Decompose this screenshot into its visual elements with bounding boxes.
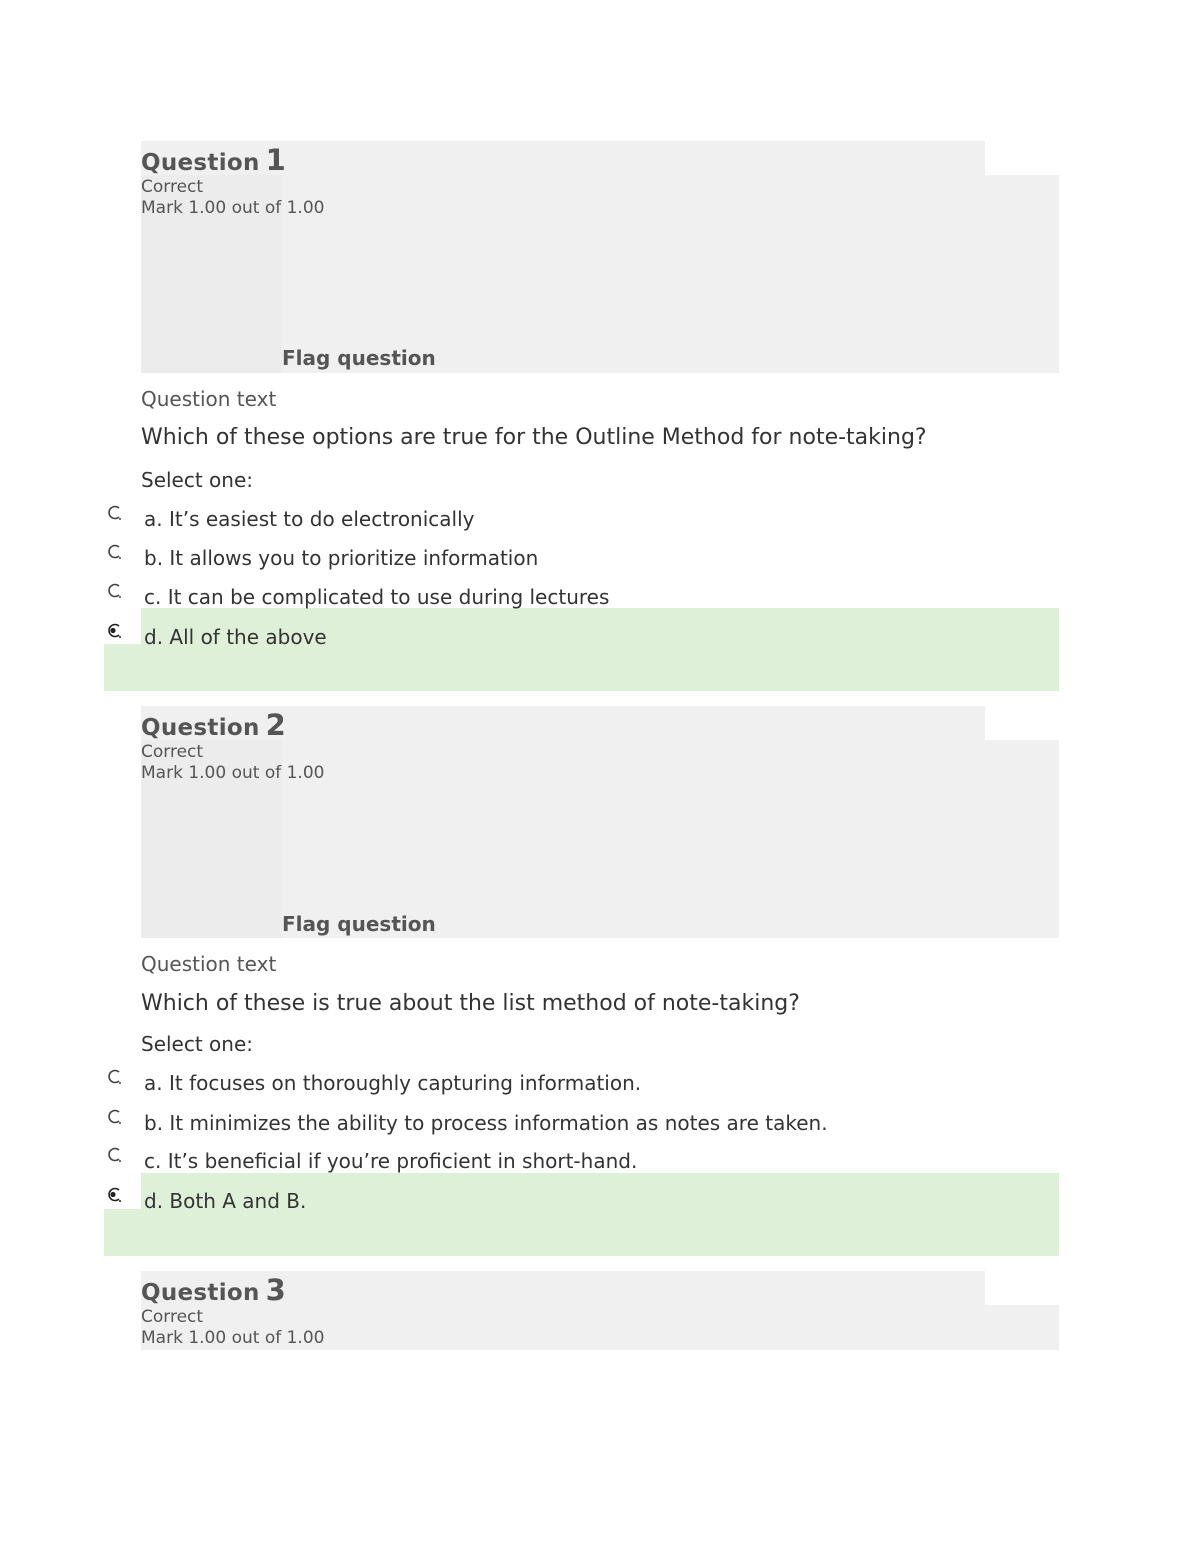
question-number-value: 3 bbox=[265, 1273, 287, 1307]
radio-checked-icon[interactable] bbox=[106, 622, 122, 640]
answer-option-a[interactable] bbox=[104, 1071, 1059, 1109]
question-number bbox=[141, 708, 286, 742]
question-grade: Mark 1.00 out of 1.00 bbox=[141, 763, 325, 783]
select-one-prompt: Select one: bbox=[141, 468, 254, 492]
question-state: Correct bbox=[141, 1307, 204, 1327]
answer-option-label: d. Both A and B. bbox=[144, 1189, 307, 1213]
question-label: Question bbox=[141, 150, 260, 176]
answer-option-label: d. All of the above bbox=[144, 625, 327, 649]
question-state: Correct bbox=[141, 742, 204, 762]
answer-option-label: b. It allows you to prioritize information bbox=[144, 546, 539, 570]
radio-unchecked-icon[interactable] bbox=[106, 1108, 122, 1126]
radio-unchecked-icon[interactable] bbox=[106, 582, 122, 600]
question-number-value: 2 bbox=[265, 708, 287, 742]
radio-unchecked-icon[interactable] bbox=[106, 1146, 122, 1164]
answer-option-d[interactable] bbox=[104, 625, 1059, 663]
question-text: Which of these is true about the list method of note-taking? bbox=[141, 991, 800, 1016]
question-text: Which of these options are true for the Outline Method for note-taking? bbox=[141, 425, 927, 450]
radio-unchecked-icon[interactable] bbox=[106, 504, 122, 522]
answer-option-b[interactable] bbox=[104, 1111, 1059, 1149]
flag-question-button[interactable]: Flag question bbox=[282, 912, 436, 936]
question-grade: Mark 1.00 out of 1.00 bbox=[141, 198, 325, 218]
answer-option-c[interactable] bbox=[104, 585, 1059, 623]
answer-option-d[interactable] bbox=[104, 1189, 1059, 1227]
answer-option-label: b. It minimizes the ability to process information as notes are taken. bbox=[144, 1111, 828, 1135]
radio-checked-icon[interactable] bbox=[106, 1186, 122, 1204]
answer-option-c[interactable] bbox=[104, 1149, 1059, 1187]
question-text-label: Question text bbox=[141, 387, 277, 411]
flag-question-button[interactable]: Flag question bbox=[282, 346, 436, 370]
answer-option-b[interactable] bbox=[104, 546, 1059, 584]
radio-unchecked-icon[interactable] bbox=[106, 1068, 122, 1086]
question-label: Question bbox=[141, 1280, 260, 1306]
answer-option-label: a. It’s easiest to do electronically bbox=[144, 507, 475, 531]
question-number-value: 1 bbox=[265, 143, 287, 177]
question-grade: Mark 1.00 out of 1.00 bbox=[141, 1328, 325, 1348]
answer-option-label: c. It’s beneficial if you’re proficient in short-hand. bbox=[144, 1149, 638, 1173]
answer-option-label: c. It can be complicated to use during lectures bbox=[144, 585, 610, 609]
answer-option-label: a. It focuses on thoroughly capturing information. bbox=[144, 1071, 642, 1095]
question-state: Correct bbox=[141, 177, 204, 197]
answer-option-a[interactable] bbox=[104, 507, 1059, 545]
select-one-prompt: Select one: bbox=[141, 1032, 254, 1056]
question-number bbox=[141, 143, 286, 177]
radio-unchecked-icon[interactable] bbox=[106, 543, 122, 561]
question-number bbox=[141, 1273, 286, 1307]
question-text-label: Question text bbox=[141, 952, 277, 976]
question-label: Question bbox=[141, 715, 260, 741]
